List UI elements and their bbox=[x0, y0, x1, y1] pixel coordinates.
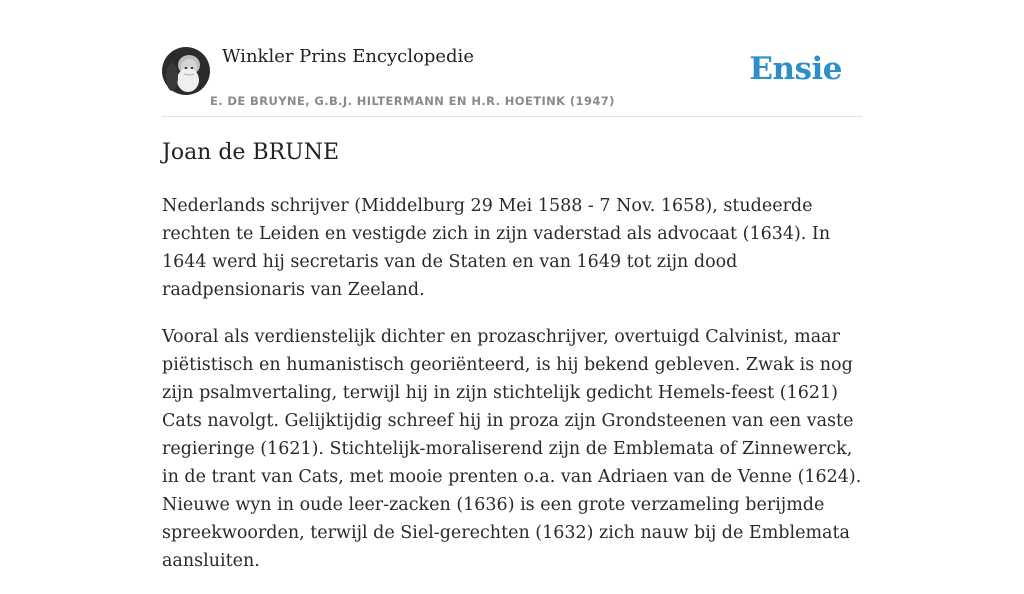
author-avatar[interactable] bbox=[162, 47, 210, 95]
article-paragraph-2: Vooral als verdienstelijk dichter en prozaschrijver, overtuigd Calvinist, maar piëtistisch en humanistisch georiënteerd, is hij bekend gebleven. Zwak is nog zijn psalmvertaling, terwijl hij in zijn stichtelijk gedicht Hemels-feest (1621) Cats navolgt. Gelijktijdig schreef hij in proza zijn Grondsteenen van een vaste regieringe (1621). Stichtelijk-moraliserend zijn de Emblemata of Zinnewerck, in de trant van Cats, met mooie prenten o.a. van Adriaen van de Venne (1624). Nieuwe wyn in oude leer-zacken (1636) is een grote verzameling berijmde spreekwoorden, terwijl de Siel-gerechten (1632) zich nauw bij de Emblemata aansluiten. bbox=[162, 327, 862, 571]
bearded-man-portrait-icon bbox=[162, 47, 210, 95]
article-body bbox=[162, 192, 874, 594]
brand-logo[interactable]: Ensie bbox=[749, 51, 842, 87]
header bbox=[162, 0, 862, 117]
source-title[interactable]: Winkler Prins Encyclopedie bbox=[222, 46, 474, 67]
article-paragraph-1: Nederlands schrijver (Middelburg 29 Mei 1588 - 7 Nov. 1658), studeerde rechten te Leiden en vestigde zich in zijn vaderstad als advocaat (1634). In 1644 werd hij secretaris van de Staten en van 1649 tot zijn dood raadpensionaris van Zeeland. bbox=[162, 196, 831, 300]
authors-line: E. DE BRUYNE, G.B.J. HILTERMANN EN H.R. HOETINK (1947) bbox=[210, 94, 615, 108]
article-title: Joan de BRUNE bbox=[162, 140, 340, 165]
